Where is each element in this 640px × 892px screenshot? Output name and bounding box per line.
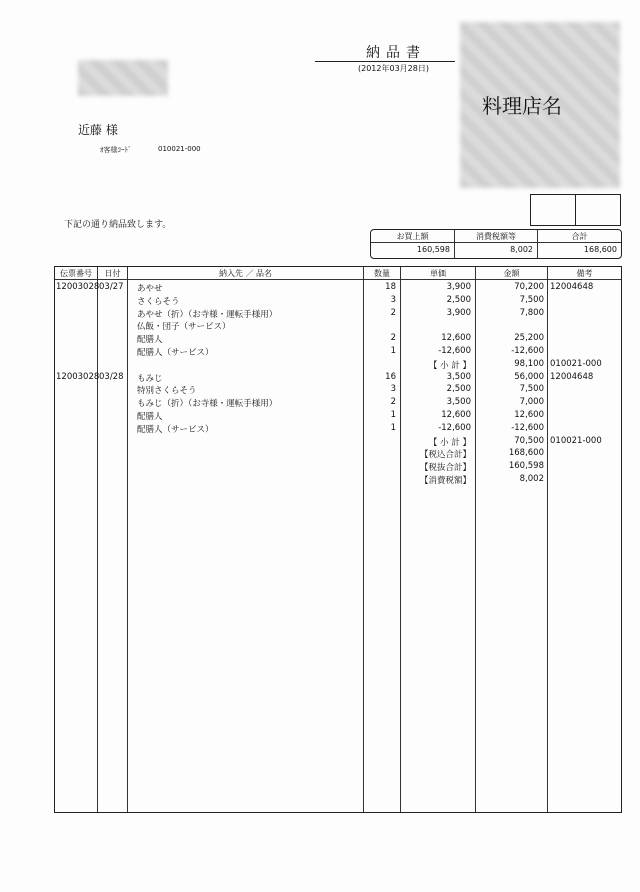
summary-table <box>370 229 622 259</box>
cell-date: 03/27 <box>99 282 124 292</box>
customer-code: 010021-000 <box>158 145 201 153</box>
cell-item-name: 仏飯・団子（サービス） <box>137 322 231 333</box>
header-date: 日付 <box>104 269 121 278</box>
cell-item-name: もみじ <box>137 373 163 384</box>
cell-amount: 7,500 <box>519 384 544 395</box>
cell-item-name: 配膳人 <box>137 412 163 422</box>
header-unit-price: 単価 <box>430 269 446 278</box>
delivery-table <box>54 266 622 813</box>
cell-slip-number: 12003028 <box>56 282 100 292</box>
cell-item-name: もみじ（折）（お寺様・運転手様用） <box>137 399 278 410</box>
delivery-notice: 下記の通り納品致します。 <box>64 220 172 230</box>
cell-notes: 010021-000 <box>550 435 602 446</box>
cell-unit-price: 3,900 <box>446 307 471 318</box>
cell-unit-price: -12,600 <box>438 422 471 433</box>
document-date: (2012年03月28日) <box>358 64 429 73</box>
cell-unit-price: -12,600 <box>438 346 471 356</box>
cell-slip-number: 12003028 <box>56 371 100 382</box>
customer-code-label: ｵ客様ｺｰﾄﾞ <box>100 146 132 154</box>
cell-amount: 168,600 <box>508 448 544 459</box>
cell-amount: 70,500 <box>514 435 544 446</box>
summary-header: お買上額 <box>396 232 429 241</box>
cell-quantity: 1 <box>390 346 396 356</box>
cell-unit-price: 3,500 <box>446 397 471 408</box>
document-title: 納品書 <box>366 45 426 61</box>
cell-item-name: 配膳人（サービス） <box>137 348 214 358</box>
cell-unit-price: 【 小 計 】 <box>428 437 471 448</box>
cell-unit-price: 3,900 <box>446 282 471 292</box>
cell-amount: -12,600 <box>511 346 544 356</box>
cell-unit-price: 【消費税額】 <box>419 476 471 486</box>
cell-quantity: 1 <box>390 422 396 433</box>
cell-unit-price: 【税抜合計】 <box>419 463 471 474</box>
summary-tax-amount: 8,002 <box>510 245 533 254</box>
customer-name: 近藤 様 <box>78 123 118 137</box>
cell-unit-price: 12,600 <box>441 410 471 420</box>
cell-unit-price: 【 小 計 】 <box>428 360 471 371</box>
cell-date: 03/28 <box>99 371 124 382</box>
cell-amount: 160,598 <box>508 461 544 472</box>
summary-purchase-amount: 160,598 <box>416 245 450 254</box>
cell-notes: 12004648 <box>550 282 594 292</box>
summary-header: 消費税額等 <box>476 232 516 241</box>
cell-unit-price: 3,500 <box>446 371 471 382</box>
cell-amount: 70,200 <box>514 282 544 292</box>
header-notes: 備考 <box>576 269 593 278</box>
cell-quantity: 3 <box>390 294 396 305</box>
summary-header: 合計 <box>571 232 588 241</box>
cell-quantity: 1 <box>390 410 396 420</box>
cell-item-name: あやせ <box>137 284 163 294</box>
cell-unit-price: 【税込合計】 <box>419 450 471 461</box>
cell-quantity: 18 <box>385 282 396 292</box>
header-item-name: 納入先 ／ 品名 <box>218 269 273 278</box>
cell-unit-price: 2,500 <box>446 384 471 395</box>
cell-item-name: 配膳人 <box>137 335 163 346</box>
cell-item-name: 特別さくらそう <box>137 386 197 397</box>
seal-box <box>530 194 576 226</box>
cell-amount: -12,600 <box>511 422 544 433</box>
cell-amount: 7,500 <box>519 294 544 305</box>
cell-item-name: あやせ（折）（お寺様・運転手様用） <box>137 309 278 320</box>
cell-quantity: 2 <box>390 333 396 344</box>
shop-name: 料理店名 <box>482 94 562 118</box>
redacted-block <box>78 60 168 96</box>
cell-quantity: 16 <box>385 371 396 382</box>
seal-box <box>575 194 621 226</box>
header-quantity: 数量 <box>374 269 390 278</box>
cell-amount: 98,100 <box>514 358 544 369</box>
header-amount: 金額 <box>503 269 520 278</box>
title-underline <box>315 61 455 62</box>
cell-amount: 7,000 <box>519 397 544 408</box>
cell-amount: 7,800 <box>519 307 544 318</box>
cell-unit-price: 12,600 <box>441 333 471 344</box>
cell-quantity: 2 <box>390 307 396 318</box>
header-slip-number: 伝票番号 <box>60 269 92 278</box>
cell-notes: 12004648 <box>550 371 594 382</box>
cell-unit-price: 2,500 <box>446 294 471 305</box>
summary-total: 168,600 <box>583 245 617 254</box>
cell-item-name: 配膳人（サービス） <box>137 424 214 435</box>
cell-quantity: 3 <box>390 384 396 395</box>
cell-quantity: 2 <box>390 397 396 408</box>
cell-amount: 8,002 <box>519 474 544 484</box>
cell-item-name: さくらそう <box>137 296 180 307</box>
cell-notes: 010021-000 <box>550 358 602 369</box>
cell-amount: 56,000 <box>514 371 544 382</box>
cell-amount: 12,600 <box>514 410 544 420</box>
cell-amount: 25,200 <box>514 333 544 344</box>
